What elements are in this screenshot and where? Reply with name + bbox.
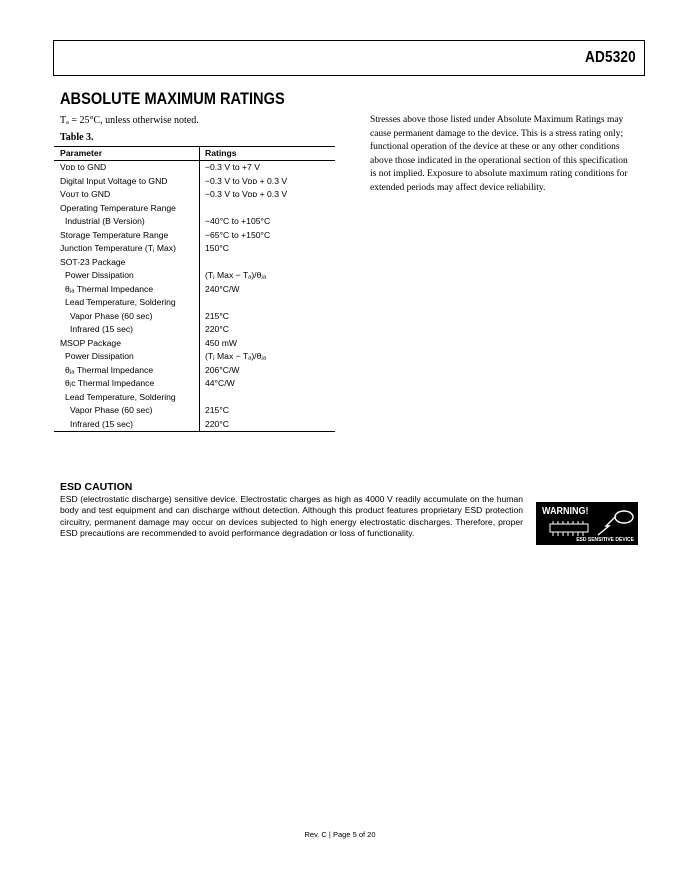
parameter-cell: Vapor Phase (60 sec) (54, 310, 200, 324)
section-title: ABSOLUTE MAXIMUM RATINGS (60, 89, 285, 108)
table-row (54, 175, 335, 189)
rating-cell: −0.3 V to Vᴅᴅ + 0.3 V (205, 175, 288, 186)
warning-sublabel: ESD SENSITIVE DEVICE (576, 537, 634, 543)
rating-cell: (Tⱼ Max − Tₐ)/θⱼₐ (205, 351, 267, 361)
table-row (54, 242, 335, 256)
warning-label: WARNING! (542, 506, 589, 517)
parameter-cell: Junction Temperature (Tⱼ Max) (54, 242, 200, 256)
parameter-cell: SOT-23 Package (54, 256, 200, 270)
rating-cell: 220°C (205, 418, 229, 429)
table-row (54, 256, 335, 270)
rating-cell: 44°C/W (205, 378, 235, 388)
rating-cell: 206°C/W (205, 364, 240, 375)
table-row (54, 202, 335, 216)
rating-cell (200, 202, 205, 216)
rating-cell: 150°C (205, 243, 229, 253)
parameter-cell: Infrared (15 sec) (54, 323, 200, 337)
parameter-cell: Infrared (15 sec) (54, 418, 200, 432)
parameter-cell: Industrial (B Version) (54, 215, 200, 229)
rating-cell: −65°C to +150°C (205, 229, 271, 240)
page-footer: Rev. C | Page 5 of 20 (304, 830, 376, 839)
esd-caution-text: ESD (electrostatic discharge) sensitive device. Electrostatic charges as high as 4000 V readily accumulate on the human body and test equipment and can discharge without detection. Although this product features proprietary ESD protection circuitry, permanent damage may occur on devices subjected to high energy electrostatic discharges. Therefore, proper ESD precautions are recommended to avoid performance degradation or loss of functionality. (60, 494, 523, 538)
parameter-cell: Digital Input Voltage to GND (54, 175, 200, 189)
rating-cell: 220°C (205, 324, 229, 334)
parameter-cell: Operating Temperature Range (54, 202, 200, 216)
table-row (54, 404, 335, 418)
parameter-cell: Power Dissipation (54, 269, 200, 283)
parameter-cell: Vapor Phase (60 sec) (54, 404, 200, 418)
table-caption: Table 3. (60, 132, 94, 143)
table-row (54, 229, 335, 243)
table-row (54, 161, 335, 175)
table-row (54, 310, 335, 324)
table-row (54, 188, 335, 202)
table-row (54, 364, 335, 378)
esd-warning-icon (536, 502, 638, 545)
rating-cell: 215°C (205, 405, 229, 415)
table-row (54, 215, 335, 229)
ambient-temp-note: Tₐ = 25°C, unless otherwise noted. (60, 115, 199, 126)
ratings-table (54, 146, 335, 432)
table-row (54, 269, 335, 283)
parameter-cell: θⱼₐ Thermal Impedance (54, 364, 200, 378)
table-row (54, 391, 335, 405)
header-parameter: Parameter (54, 147, 200, 160)
rating-cell: −0.3 V to Vᴅᴅ + 0.3 V (205, 189, 288, 199)
rating-cell (200, 296, 205, 310)
rating-cell: (Tⱼ Max − Tₐ)/θⱼₐ (205, 270, 267, 280)
table-row (54, 377, 335, 391)
rating-cell (200, 391, 205, 405)
rating-cell: −0.3 V to +7 V (205, 162, 260, 172)
table-header-row (54, 147, 335, 161)
esd-caution-title: ESD CAUTION (60, 481, 133, 493)
part-number: AD5320 (585, 49, 636, 66)
rating-cell: 240°C/W (205, 283, 240, 294)
table-row (54, 350, 335, 364)
parameter-cell: Power Dissipation (54, 350, 200, 364)
stress-note: Stresses above those listed under Absolute Maximum Ratings may cause permanent damage to the device. This is a stress rating only; functional operation of the device at these or any other conditions above those indicated in the operational section of this specification is not implied. Exposure to absolute maximum rating conditions for extended periods may affect device reliability. (370, 115, 628, 193)
parameter-cell: θⱼᴄ Thermal Impedance (54, 377, 200, 391)
table-row (54, 296, 335, 310)
rating-cell (200, 256, 205, 270)
parameter-cell: Storage Temperature Range (54, 229, 200, 243)
parameter-cell: θⱼₐ Thermal Impedance (54, 283, 200, 297)
rating-cell: 450 mW (205, 337, 237, 348)
rating-cell: 215°C (205, 310, 229, 321)
parameter-cell: Lead Temperature, Soldering (54, 296, 200, 310)
parameter-cell: Lead Temperature, Soldering (54, 391, 200, 405)
page-header (53, 40, 645, 76)
parameter-cell: Vᴅᴅ to GND (54, 161, 200, 175)
parameter-cell: Vᴏᴜᴛ to GND (54, 188, 200, 202)
table-row (54, 337, 335, 351)
rating-cell: −40°C to +105°C (205, 216, 271, 226)
header-ratings: Ratings (205, 148, 237, 158)
table-row (54, 323, 335, 337)
table-row (54, 283, 335, 297)
table-row (54, 418, 335, 432)
parameter-cell: MSOP Package (54, 337, 200, 351)
